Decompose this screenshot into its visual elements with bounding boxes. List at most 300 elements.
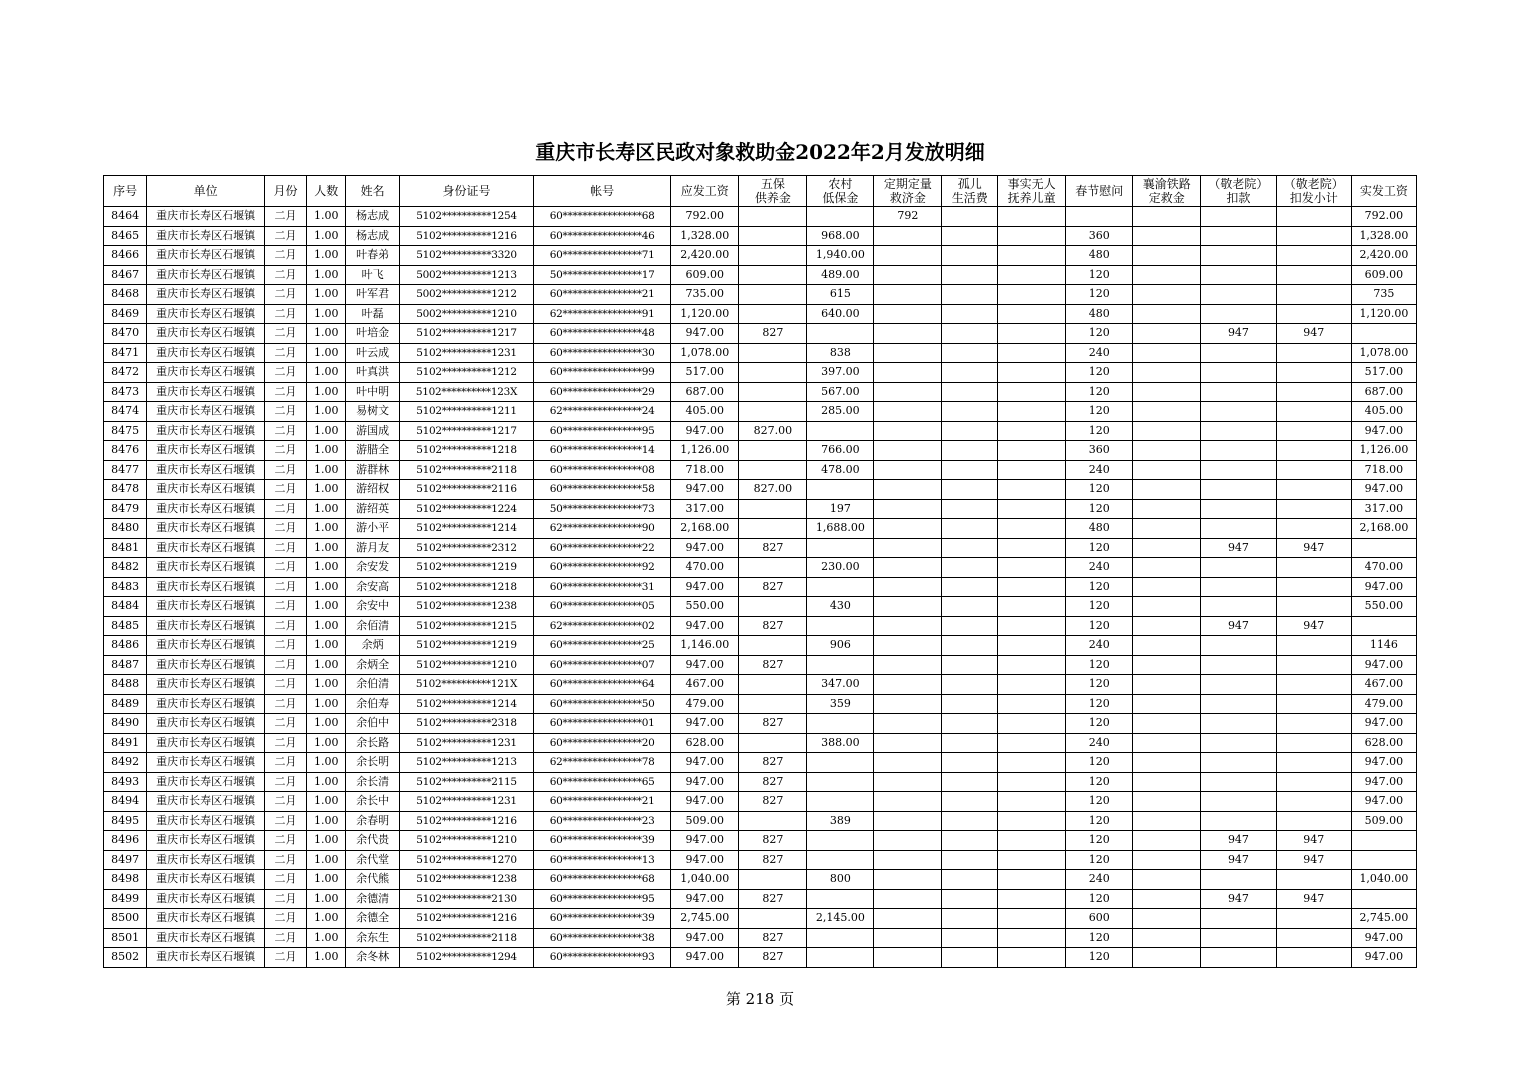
table-cell: [942, 753, 998, 773]
table-cell: [739, 441, 807, 461]
table-cell: 8474: [104, 402, 147, 422]
table-cell: 叶磊: [346, 304, 400, 324]
table-cell: 重庆市长寿区石堰镇: [147, 831, 265, 851]
table-cell: 重庆市长寿区石堰镇: [147, 636, 265, 656]
table-row: [104, 265, 1417, 285]
table-cell: 二月: [264, 499, 306, 519]
table-cell: 1.00: [307, 441, 346, 461]
table-cell: [1133, 870, 1201, 890]
column-header-line: 扣款: [1226, 191, 1251, 205]
table-cell: 5102**********2118: [399, 460, 533, 480]
table-cell: [874, 636, 942, 656]
table-cell: 二月: [264, 694, 306, 714]
column-header: [1066, 176, 1133, 207]
table-cell: 8483: [104, 577, 147, 597]
table-cell: 5102**********1211: [399, 402, 533, 422]
table-row: [104, 441, 1417, 461]
table-cell: 947.00: [671, 772, 739, 792]
table-cell: [998, 519, 1066, 539]
table-cell: 8486: [104, 636, 147, 656]
table-cell: [942, 655, 998, 675]
table-cell: [1201, 792, 1276, 812]
table-cell: 重庆市长寿区石堰镇: [147, 675, 265, 695]
table-cell: [1201, 655, 1276, 675]
table-cell: [942, 226, 998, 246]
table-cell: 2,745.00: [1351, 909, 1416, 929]
table-cell: 1.00: [307, 499, 346, 519]
table-cell: 8470: [104, 324, 147, 344]
table-cell: [998, 480, 1066, 500]
column-header-line: 应发工资: [680, 184, 729, 198]
table-row: [104, 382, 1417, 402]
table-cell: 5102**********1231: [399, 343, 533, 363]
table-cell: 120: [1066, 402, 1133, 422]
table-cell: [1133, 655, 1201, 675]
table-cell: 120: [1066, 694, 1133, 714]
table-cell: [1276, 655, 1351, 675]
table-cell: 8471: [104, 343, 147, 363]
table-cell: 827: [739, 538, 807, 558]
table-cell: 重庆市长寿区石堰镇: [147, 850, 265, 870]
table-cell: 8492: [104, 753, 147, 773]
table-cell: 5102**********1214: [399, 519, 533, 539]
table-cell: 120: [1066, 753, 1133, 773]
table-cell: 5102**********1210: [399, 655, 533, 675]
table-cell: 5102**********3320: [399, 246, 533, 266]
table-row: [104, 616, 1417, 636]
table-cell: 叶军君: [346, 285, 400, 305]
table-cell: [874, 402, 942, 422]
column-header-line: 生活费: [951, 191, 988, 205]
table-cell: [807, 850, 874, 870]
table-cell: 重庆市长寿区石堰镇: [147, 753, 265, 773]
table-cell: 947.00: [671, 831, 739, 851]
table-cell: 120: [1066, 499, 1133, 519]
table-cell: [1133, 558, 1201, 578]
table-cell: 余德清: [346, 889, 400, 909]
table-cell: 1.00: [307, 226, 346, 246]
table-cell: 947.00: [1351, 421, 1416, 441]
column-header: [264, 176, 306, 207]
table-cell: 480: [1066, 304, 1133, 324]
table-cell: 重庆市长寿区石堰镇: [147, 226, 265, 246]
table-cell: 杨志成: [346, 207, 400, 227]
column-header-line: 单位: [193, 184, 218, 198]
table-cell: 余长清: [346, 772, 400, 792]
table-cell: [998, 285, 1066, 305]
table-cell: [1276, 480, 1351, 500]
table-cell: 838: [807, 343, 874, 363]
table-cell: 947: [1201, 831, 1276, 851]
table-cell: 947.00: [1351, 753, 1416, 773]
table-cell: 1.00: [307, 597, 346, 617]
table-cell: [1133, 421, 1201, 441]
table-cell: 5102**********1224: [399, 499, 533, 519]
table-cell: [1276, 285, 1351, 305]
table-cell: 5102**********1238: [399, 870, 533, 890]
table-cell: [1066, 207, 1133, 227]
table-cell: [942, 792, 998, 812]
table-cell: [739, 343, 807, 363]
table-cell: 1.00: [307, 831, 346, 851]
table-row: [104, 870, 1417, 890]
table-cell: [942, 811, 998, 831]
table-cell: 120: [1066, 538, 1133, 558]
table-cell: [1133, 285, 1201, 305]
table-cell: 1.00: [307, 792, 346, 812]
table-cell: [1133, 772, 1201, 792]
table-cell: 947: [1276, 850, 1351, 870]
table-cell: [1133, 948, 1201, 968]
table-cell: 余代贵: [346, 831, 400, 851]
table-cell: 60****************14: [534, 441, 671, 461]
table-cell: 重庆市长寿区石堰镇: [147, 909, 265, 929]
table-cell: 1.00: [307, 850, 346, 870]
table-cell: 5102**********1270: [399, 850, 533, 870]
table-cell: [874, 772, 942, 792]
table-cell: [807, 772, 874, 792]
table-cell: 二月: [264, 655, 306, 675]
table-cell: 8464: [104, 207, 147, 227]
table-cell: 120: [1066, 772, 1133, 792]
table-cell: 重庆市长寿区石堰镇: [147, 792, 265, 812]
table-cell: 120: [1066, 597, 1133, 617]
table-cell: 359: [807, 694, 874, 714]
table-cell: 947.00: [671, 714, 739, 734]
table-cell: 1.00: [307, 889, 346, 909]
table-cell: 5102**********1219: [399, 636, 533, 656]
document-title: 重庆市长寿区民政对象救助金2022年2月发放明细: [535, 140, 985, 164]
table-cell: [1201, 694, 1276, 714]
table-cell: [1276, 811, 1351, 831]
table-cell: [1201, 772, 1276, 792]
table-cell: [998, 246, 1066, 266]
column-header-line: 月份: [273, 184, 298, 198]
table-cell: [1276, 597, 1351, 617]
table-row: [104, 577, 1417, 597]
table-cell: 5102**********1212: [399, 363, 533, 383]
table-cell: 2,420.00: [671, 246, 739, 266]
table-body: [104, 207, 1417, 968]
table-cell: 重庆市长寿区石堰镇: [147, 889, 265, 909]
table-cell: 735.00: [671, 285, 739, 305]
table-cell: [1276, 714, 1351, 734]
column-header: [1133, 176, 1201, 207]
table-cell: 1.00: [307, 948, 346, 968]
table-cell: [739, 675, 807, 695]
table-cell: 叶培金: [346, 324, 400, 344]
table-cell: [1133, 928, 1201, 948]
table-cell: 230.00: [807, 558, 874, 578]
table-cell: 62****************91: [534, 304, 671, 324]
table-cell: 827: [739, 792, 807, 812]
table-cell: 827.00: [739, 480, 807, 500]
table-cell: 467.00: [1351, 675, 1416, 695]
table-cell: [998, 733, 1066, 753]
table-cell: [942, 460, 998, 480]
table-cell: 余伯寿: [346, 694, 400, 714]
table-cell: 8501: [104, 928, 147, 948]
table-cell: [874, 655, 942, 675]
table-cell: 游绍英: [346, 499, 400, 519]
table-cell: [874, 304, 942, 324]
table-cell: 8467: [104, 265, 147, 285]
table-cell: [942, 577, 998, 597]
table-cell: [942, 831, 998, 851]
table-cell: [998, 948, 1066, 968]
table-cell: [1133, 889, 1201, 909]
table-cell: 5102**********2312: [399, 538, 533, 558]
table-cell: 二月: [264, 772, 306, 792]
table-row: [104, 792, 1417, 812]
table-cell: 240: [1066, 343, 1133, 363]
table-cell: 余伯清: [346, 675, 400, 695]
table-cell: [942, 948, 998, 968]
table-cell: 二月: [264, 870, 306, 890]
table-cell: 5102**********1217: [399, 421, 533, 441]
table-cell: 600: [1066, 909, 1133, 929]
table-cell: 1.00: [307, 480, 346, 500]
table-cell: [998, 714, 1066, 734]
table-cell: 重庆市长寿区石堰镇: [147, 499, 265, 519]
table-cell: 947.00: [671, 538, 739, 558]
table-cell: 游小平: [346, 519, 400, 539]
table-cell: [807, 480, 874, 500]
table-cell: [739, 246, 807, 266]
table-cell: 重庆市长寿区石堰镇: [147, 694, 265, 714]
table-cell: [739, 226, 807, 246]
table-cell: 360: [1066, 226, 1133, 246]
table-cell: 二月: [264, 460, 306, 480]
table-cell: 120: [1066, 363, 1133, 383]
table-cell: [1201, 226, 1276, 246]
table-cell: 重庆市长寿区石堰镇: [147, 597, 265, 617]
table-cell: [998, 382, 1066, 402]
table-cell: 8502: [104, 948, 147, 968]
table-cell: [874, 597, 942, 617]
table-cell: [942, 714, 998, 734]
table-cell: [1276, 694, 1351, 714]
column-header-line: 定救金: [1148, 191, 1185, 205]
table-cell: [998, 207, 1066, 227]
table-cell: 60****************07: [534, 655, 671, 675]
table-cell: [739, 733, 807, 753]
table-cell: [1201, 382, 1276, 402]
table-cell: 470.00: [671, 558, 739, 578]
table-cell: 947.00: [1351, 655, 1416, 675]
table-cell: 2,168.00: [671, 519, 739, 539]
table-cell: 827: [739, 655, 807, 675]
table-cell: 5102**********1238: [399, 597, 533, 617]
table-cell: [1133, 831, 1201, 851]
table-cell: 二月: [264, 597, 306, 617]
table-cell: [1133, 792, 1201, 812]
table-cell: 1.00: [307, 655, 346, 675]
table-cell: [807, 421, 874, 441]
table-cell: [1133, 382, 1201, 402]
table-cell: [942, 402, 998, 422]
table-cell: 478.00: [807, 460, 874, 480]
table-cell: 易树文: [346, 402, 400, 422]
table-cell: [942, 519, 998, 539]
table-cell: [874, 226, 942, 246]
table-cell: 二月: [264, 519, 306, 539]
table-cell: [942, 441, 998, 461]
table-cell: [1133, 577, 1201, 597]
table-cell: [942, 636, 998, 656]
table-cell: 1,688.00: [807, 519, 874, 539]
table-cell: 1.00: [307, 402, 346, 422]
table-cell: [1276, 382, 1351, 402]
table-cell: [807, 792, 874, 812]
table-row: [104, 226, 1417, 246]
table-cell: 1.00: [307, 460, 346, 480]
table-cell: [942, 304, 998, 324]
table-cell: 947.00: [671, 928, 739, 948]
table-cell: 947.00: [671, 948, 739, 968]
table-cell: 947.00: [671, 324, 739, 344]
table-cell: [998, 499, 1066, 519]
table-cell: 947.00: [671, 421, 739, 441]
table-cell: 62****************78: [534, 753, 671, 773]
table-cell: [942, 694, 998, 714]
table-cell: [874, 753, 942, 773]
table-cell: [1276, 265, 1351, 285]
table-header-row: [104, 176, 1417, 207]
table-cell: 1,940.00: [807, 246, 874, 266]
table-cell: [998, 636, 1066, 656]
table-cell: 重庆市长寿区石堰镇: [147, 480, 265, 500]
table-cell: 8495: [104, 811, 147, 831]
table-cell: [874, 792, 942, 812]
table-cell: [1133, 246, 1201, 266]
table-cell: 重庆市长寿区石堰镇: [147, 870, 265, 890]
column-header: [998, 176, 1066, 207]
table-cell: 792: [874, 207, 942, 227]
table-cell: [1276, 304, 1351, 324]
table-cell: 827: [739, 616, 807, 636]
table-cell: 1,120.00: [671, 304, 739, 324]
table-cell: 二月: [264, 733, 306, 753]
table-cell: 718.00: [1351, 460, 1416, 480]
table-cell: 827.00: [739, 421, 807, 441]
table-cell: 重庆市长寿区石堰镇: [147, 421, 265, 441]
table-cell: 947.00: [1351, 480, 1416, 500]
table-cell: 120: [1066, 480, 1133, 500]
table-cell: [1201, 577, 1276, 597]
table-cell: 827: [739, 753, 807, 773]
table-cell: 1.00: [307, 616, 346, 636]
table-row: [104, 909, 1417, 929]
table-cell: 余东生: [346, 928, 400, 948]
table-cell: 397.00: [807, 363, 874, 383]
table-cell: 197: [807, 499, 874, 519]
table-cell: [1201, 402, 1276, 422]
table-cell: [807, 324, 874, 344]
table-cell: 687.00: [671, 382, 739, 402]
table-cell: 60****************08: [534, 460, 671, 480]
table-cell: [998, 831, 1066, 851]
table-cell: [942, 538, 998, 558]
table-cell: [874, 675, 942, 695]
table-cell: 1.00: [307, 909, 346, 929]
table-row: [104, 655, 1417, 675]
table-cell: [1133, 538, 1201, 558]
table-cell: [998, 226, 1066, 246]
table-cell: 1.00: [307, 870, 346, 890]
table-cell: 550.00: [1351, 597, 1416, 617]
column-header: [534, 176, 671, 207]
table-cell: 重庆市长寿区石堰镇: [147, 714, 265, 734]
table-cell: [998, 577, 1066, 597]
table-cell: 二月: [264, 538, 306, 558]
table-cell: 1.00: [307, 636, 346, 656]
table-cell: [874, 811, 942, 831]
table-cell: 947.00: [671, 850, 739, 870]
table-row: [104, 948, 1417, 968]
table-row: [104, 460, 1417, 480]
column-header: [307, 176, 346, 207]
table-row: [104, 499, 1417, 519]
table-cell: 120: [1066, 655, 1133, 675]
column-header-line: 抚养儿童: [1007, 191, 1056, 205]
table-cell: [874, 460, 942, 480]
table-cell: 1.00: [307, 538, 346, 558]
table-row: [104, 772, 1417, 792]
table-cell: 240: [1066, 733, 1133, 753]
table-cell: 重庆市长寿区石堰镇: [147, 772, 265, 792]
table-cell: [874, 714, 942, 734]
table-cell: [1201, 207, 1276, 227]
column-header: [942, 176, 998, 207]
table-cell: [739, 597, 807, 617]
table-cell: [1201, 343, 1276, 363]
table-cell: 重庆市长寿区石堰镇: [147, 928, 265, 948]
column-header: [399, 176, 533, 207]
table-cell: [874, 831, 942, 851]
table-cell: [807, 655, 874, 675]
table-cell: 60****************68: [534, 207, 671, 227]
table-cell: 重庆市长寿区石堰镇: [147, 519, 265, 539]
table-cell: 1.00: [307, 207, 346, 227]
table-cell: 二月: [264, 421, 306, 441]
table-cell: 8488: [104, 675, 147, 695]
table-cell: 628.00: [1351, 733, 1416, 753]
table-cell: 二月: [264, 928, 306, 948]
table-cell: [998, 616, 1066, 636]
table-cell: 二月: [264, 402, 306, 422]
table-cell: 余代熊: [346, 870, 400, 890]
table-cell: 二月: [264, 948, 306, 968]
table-cell: 1.00: [307, 285, 346, 305]
table-cell: [1133, 441, 1201, 461]
table-cell: [942, 675, 998, 695]
table-cell: 5002**********1210: [399, 304, 533, 324]
table-cell: 60****************05: [534, 597, 671, 617]
table-cell: 5102**********1218: [399, 441, 533, 461]
table-cell: [998, 265, 1066, 285]
table-cell: [1133, 811, 1201, 831]
table-cell: 947.00: [671, 753, 739, 773]
table-cell: [998, 460, 1066, 480]
table-cell: 947.00: [671, 577, 739, 597]
table-cell: 60****************50: [534, 694, 671, 714]
table-cell: 60****************46: [534, 226, 671, 246]
table-cell: [998, 928, 1066, 948]
table-cell: [874, 850, 942, 870]
table-cell: [739, 265, 807, 285]
table-cell: 5102**********1231: [399, 792, 533, 812]
